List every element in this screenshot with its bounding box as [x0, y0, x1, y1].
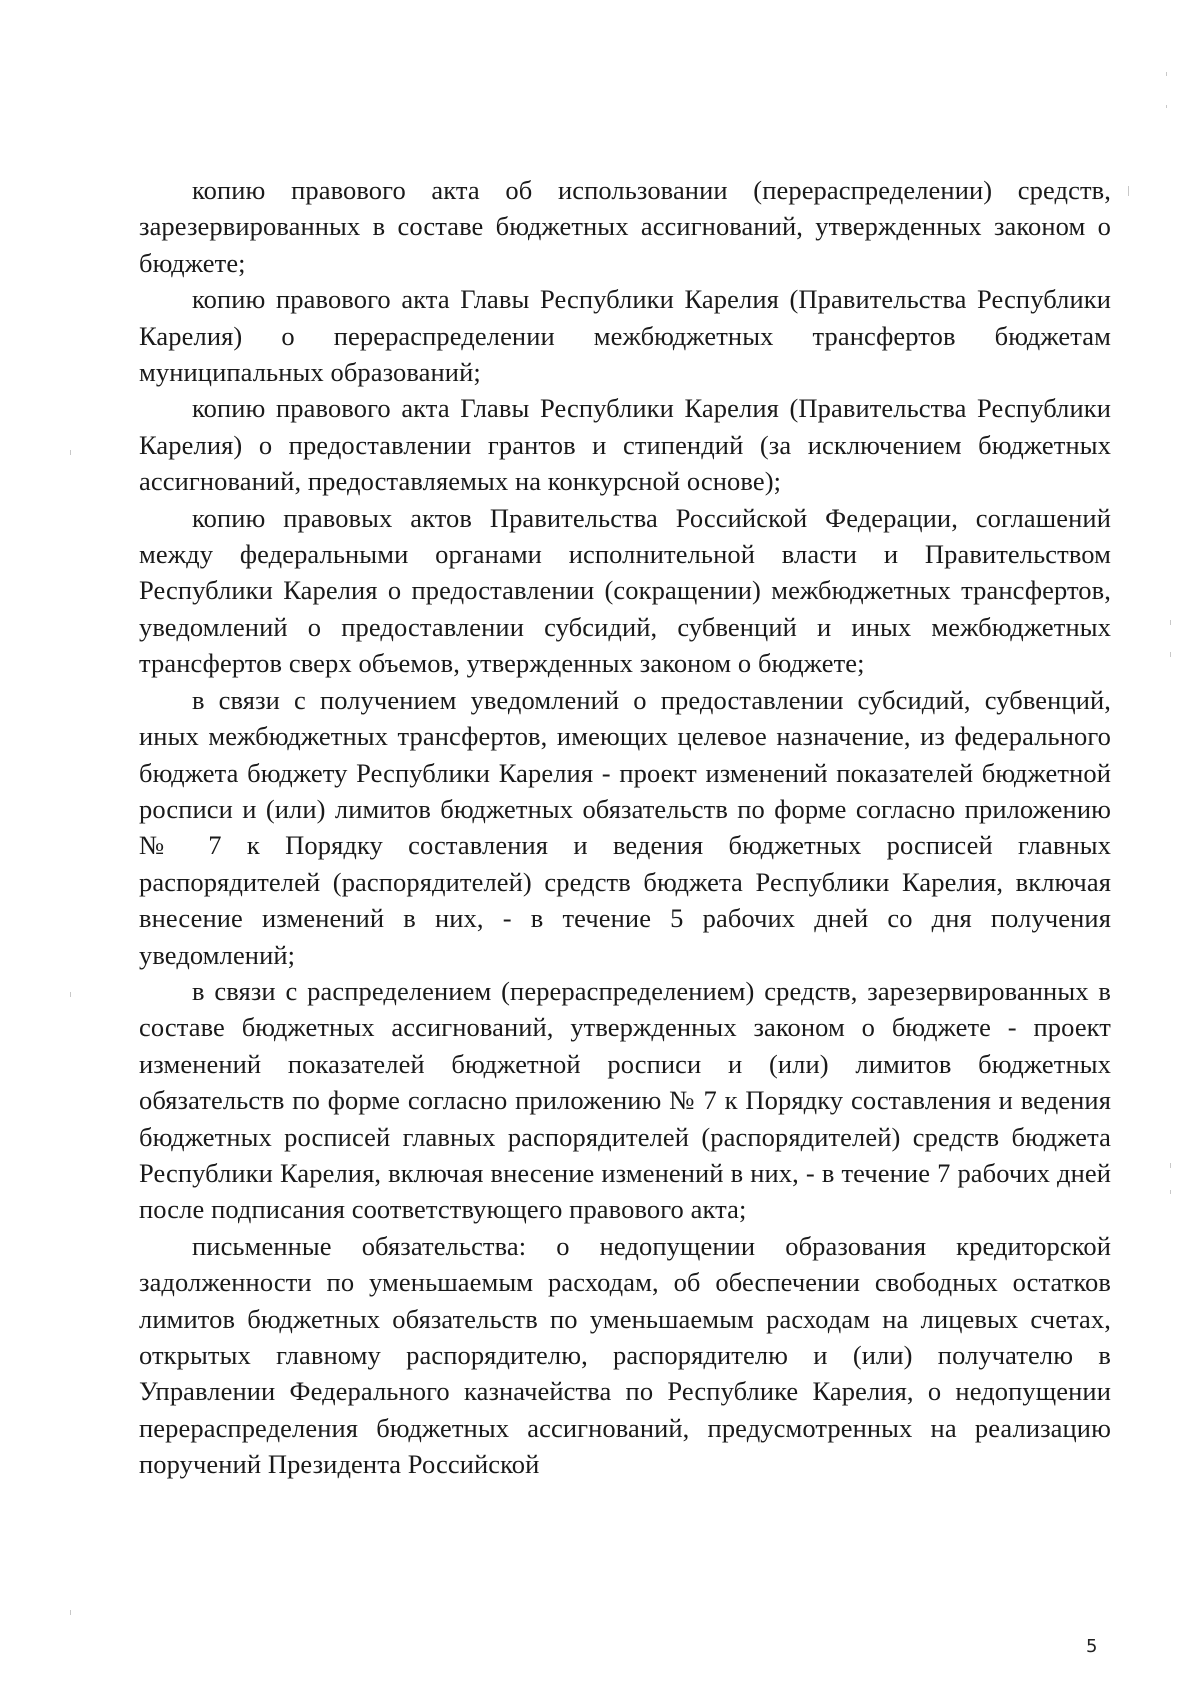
- scan-artifact: [1170, 652, 1171, 657]
- paragraph: в связи с распределением (перераспределением) средств, зарезервированных в составе бюджетных ассигнований, утвержденных законом о бюджете - проект изменений показателей бюджетной росписи и (или) лимитов бюджетных обязательств по форме согласно приложению № 7 к Порядку составления и ведения бюджетных росписей главных распорядителей (распорядителей) средств бюджета Республики Карелия, включая внесение изменений в них, - в течение 7 рабочих дней после подписания соответствующего правового акта;: [139, 975, 1111, 1225]
- scan-artifact: [70, 1610, 71, 1615]
- paragraph: копию правовых актов Правительства Российской Федерации, соглашений между федеральными органами исполнительной власти и Правительством Республики Карелия о предоставлении (сокращении) межбюджетных трансфертов, уведомлений о предоставлении субсидий, субвенций и иных межбюджетных трансфертов сверх объемов, утвержденных законом о бюджете;: [139, 502, 1111, 679]
- scan-artifact: [1170, 620, 1171, 625]
- scan-artifact: [1166, 105, 1167, 108]
- paragraph: копию правового акта Главы Республики Карелия (Правительства Республики Карелия) о перераспределении межбюджетных трансфертов бюджетам муниципальных образований;: [139, 284, 1111, 388]
- paragraph: письменные обязательства: о недопущении образования кредиторской задолженности по уменьшаемым расходам, об обеспечении свободных остатков лимитов бюджетных обязательств по уменьшаемым расходам на лицевых счетах, открытых главному распорядителю, распорядителю и (или) получателю в Управлении Федерального казначейства по Республике Карелия, о недопущении перераспределения бюджетных ассигнований, предусмотренных на реализацию поручений Президента Российской: [139, 1230, 1111, 1480]
- page-number: 5: [1086, 1636, 1098, 1657]
- scan-artifact: [1170, 1190, 1171, 1194]
- paragraph: копию правового акта об использовании (перераспределении) средств, зарезервированных в составе бюджетных ассигнований, утвержденных законом о бюджете;: [139, 175, 1111, 278]
- paragraph: копию правового акта Главы Республики Карелия (Правительства Республики Карелия) о предоставлении грантов и стипендий (за исключением бюджетных ассигнований, предоставляемых на конкурсной основе);: [139, 393, 1111, 497]
- scan-artifact: [1170, 1163, 1171, 1168]
- scan-artifact: [1128, 186, 1129, 196]
- scan-artifact: [70, 992, 71, 997]
- scan-artifact: [1166, 72, 1167, 76]
- paragraph: в связи с получением уведомлений о предоставлении субсидий, субвенций, иных межбюджетных трансфертов, имеющих целевое назначение, из федерального бюджета бюджету Республики Карелия - проект изменений показателей бюджетной росписи и (или) лимитов бюджетных обязательств по форме согласно приложению № 7 к Порядку составления и ведения бюджетных росписей главных распорядителей (распорядителей) средств бюджета Республики Карелия, включая внесение изменений в них, - в течение 5 рабочих дней со дня получения уведомлений;: [139, 684, 1111, 970]
- scan-artifact: [70, 450, 71, 455]
- document-body: [139, 172, 1111, 1483]
